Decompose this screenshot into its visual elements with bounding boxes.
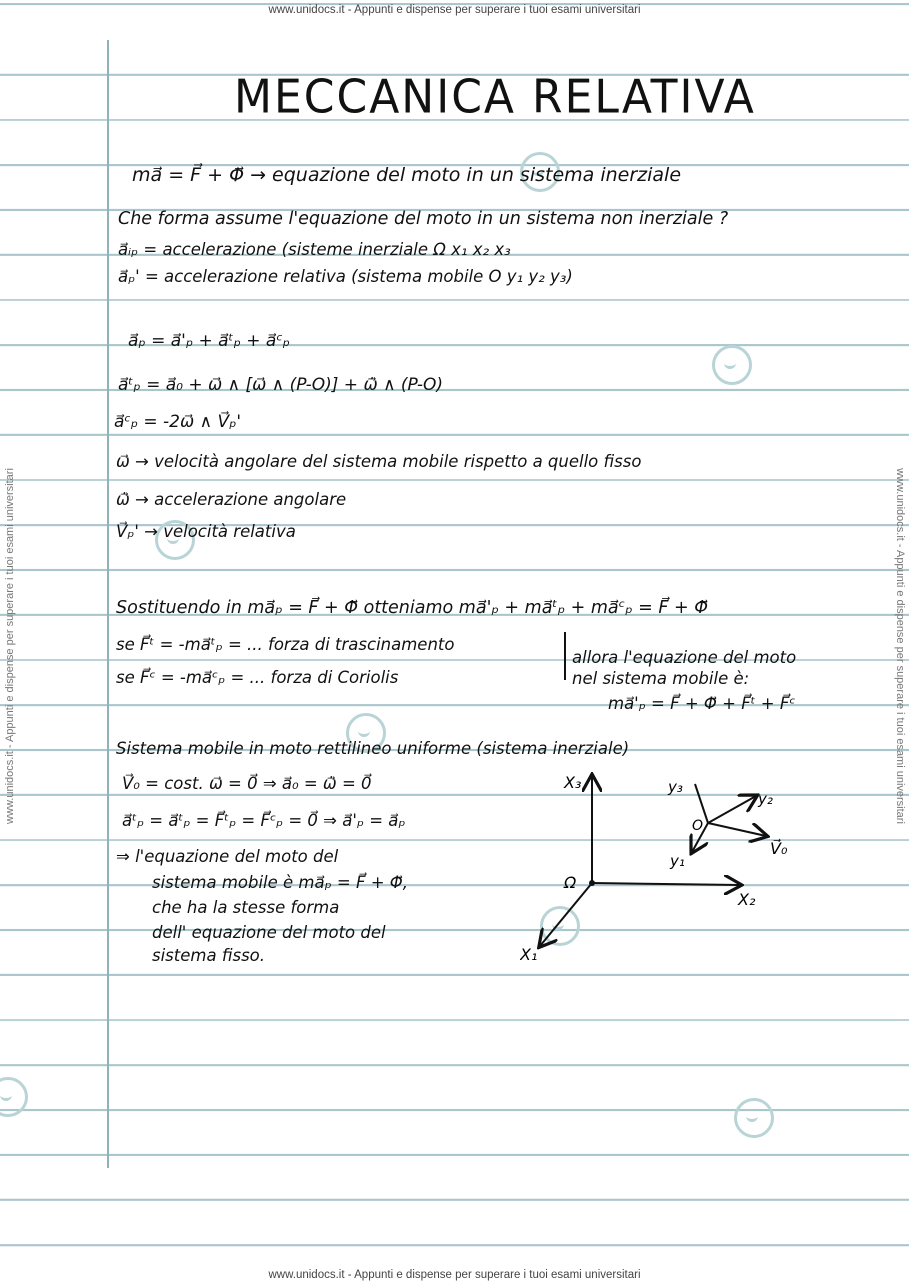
watermark-logo-icon [712, 345, 752, 385]
reference-frames-diagram [520, 760, 820, 970]
question-line: Che forma assume l'equazione del moto in un sistema non inerziale ? [118, 209, 729, 229]
equation-line: a⃗ᶜₚ = -2ω⃗ ∧ V⃗ₚ' [114, 412, 242, 432]
text-line: ⇒ l'equazione del moto del [116, 847, 339, 866]
watermark-right: www.unidocs.it - Appunti e dispense per superare i tuoi esami universitari [894, 468, 906, 824]
text-line: se F⃗ᶜ = -ma⃗ᶜₚ = ... forza di Coriolis [116, 668, 399, 687]
equation-inertial: ma⃗ = F⃗ + Φ⃗ → equazione del moto in un sistema inerziale [132, 164, 682, 186]
label-y3: y₃ [668, 778, 683, 796]
watermark-logo-icon [734, 1098, 774, 1138]
text-line: Sostituendo in ma⃗ₚ = F⃗ + Φ⃗ otteniamo ma⃗'ₚ + ma⃗ᵗₚ + ma⃗ᶜₚ = F⃗ + Φ⃗ [116, 598, 709, 618]
label-y1: y₁ [670, 852, 685, 870]
watermark-bottom: www.unidocs.it - Appunti e dispense per superare i tuoi esami universitari [268, 1269, 641, 1281]
text-line: a⃗ᵢₚ = accelerazione (sisteme inerziale Ω x₁ x₂ x₃ [118, 240, 511, 259]
velocity-vector [708, 823, 766, 836]
watermark-left: www.unidocs.it - Appunti e dispense per superare i tuoi esami universitari [4, 468, 16, 824]
label-x1: X₁ [520, 945, 538, 964]
equation-line: a⃗ᵗₚ = a⃗₀ + ω⃗ ∧ [ω⃗ ∧ (P-O)] + ω⃗̇ ∧ (P-O) [118, 375, 444, 395]
label-o: O [692, 818, 704, 834]
watermark-logo-icon [0, 1077, 28, 1117]
text-line: dell' equazione del moto del [152, 923, 386, 942]
axis-x2 [592, 883, 740, 885]
text-line: ω⃗̇ → accelerazione angolare [116, 490, 347, 509]
text-line: V⃗ₚ' → velocità relativa [116, 522, 296, 541]
label-x2: X₂ [738, 890, 756, 909]
text-line: ω⃗ → velocità angolare del sistema mobile rispetto a quello fisso [116, 452, 642, 471]
text-line: a⃗ₚ' = accelerazione relativa (sistema mobile O y₁ y₂ y₃) [118, 267, 573, 286]
text-line: se F⃗ᵗ = -ma⃗ᵗₚ = ... forza di trascinamento [116, 635, 455, 654]
equation-line: V⃗₀ = cost. ω⃗ = 0⃗ ⇒ a⃗₀ = ω⃗̇ = 0⃗ [122, 774, 372, 793]
axis-y2 [708, 796, 756, 823]
text-line: Sistema mobile in moto rettilineo uniforme (sistema inerziale) [116, 739, 630, 758]
margin-line [107, 40, 109, 1168]
text-line: allora l'equazione del moto [572, 648, 797, 667]
label-y2: y₂ [758, 790, 773, 808]
text-line: che ha la stesse forma [152, 898, 340, 917]
text-line: sistema mobile è ma⃗ₚ = F⃗ + Φ⃗, [152, 873, 409, 892]
label-x3: X₃ [564, 773, 582, 792]
text-line: nel sistema mobile è: [572, 669, 750, 688]
equation-line: a⃗ᵗₚ = a⃗ᵗₚ = F⃗ᵗₚ = F⃗ᶜₚ = 0⃗ ⇒ a⃗'ₚ = a⃗ₚ [122, 811, 406, 830]
equation-line: ma⃗'ₚ = F⃗ + Φ⃗ + F⃗ᵗ + F⃗ᶜ [608, 694, 796, 713]
text-line: sistema fisso. [152, 946, 266, 965]
label-omega: Ω [564, 873, 577, 892]
axis-x1 [540, 883, 592, 946]
label-v0: V⃗₀ [770, 839, 788, 858]
page-title: MECCANICA RELATIVA [234, 70, 756, 125]
equation-line: a⃗ₚ = a⃗'ₚ + a⃗ᵗₚ + a⃗ᶜₚ [128, 331, 290, 351]
origin-point [589, 880, 595, 886]
bracket [556, 632, 566, 680]
watermark-top: www.unidocs.it - Appunti e dispense per superare i tuoi esami universitari [268, 4, 641, 16]
